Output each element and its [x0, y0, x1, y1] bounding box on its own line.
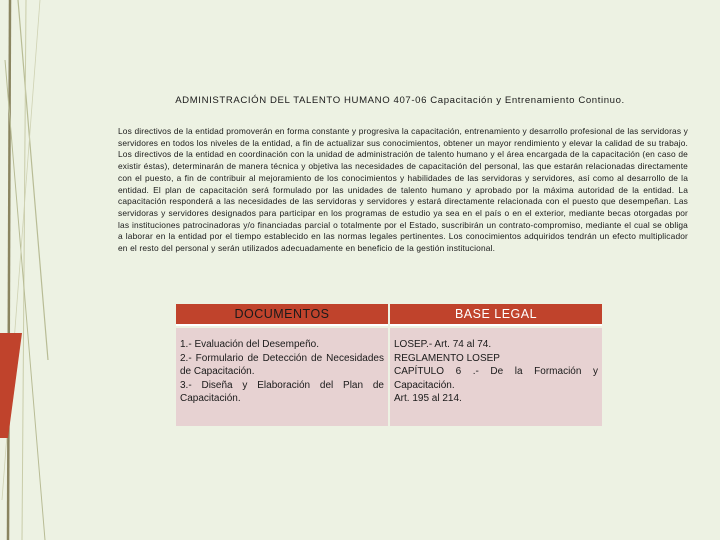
- documento-item: 2.- Formulario de Detección de Necesidades de Capacitación.: [180, 352, 384, 377]
- documents-table: [174, 302, 604, 428]
- body-paragraph: Los directivos de la entidad promoverán en forma constante y progresiva la capacitación, entrenamiento y desarrollo profesional de las servidoras y servidores en todos los niveles de la entidad, a fin de actualizar sus conocimientos, obtener un mayor rendimiento y elevar la calidad de su trabajo. Los directivos de la entidad en coordinación con la unidad de administración de talento humano y el área encargada de la capacitación (en caso de existir éstas), determinarán de manera técnica y objetiva las necesidades de capacitación del personal, las que estarán relacionadas directamente con el puesto, a fin de contribuir al mejoramiento de los conocimientos y habilidades de las servidoras y servidores, así como al desarrollo de la entidad. El plan de capacitación será formulado por las unidades de talento humano y aprobado por la máxima autoridad de la entidad. La capacitación responderá a las necesidades de las servidoras y servidores y estará directamente relacionada con el puesto que desempeñan. Las servidoras y servidores designados para participar en los programas de estudio ya sea en el país o en el exterior, mediante becas otorgadas por las instituciones patrocinadoras y/o financiadas parcial o totalmente por el Estado, suscribirán un contrato-compromiso, mediante el cual se obliga a laborar en la entidad por el tiempo establecido en las normas legales pertinentes. Los conocimientos adquiridos tendrán un efecto multiplicador en el resto del personal y serán utilizados adecuadamente en beneficio de la gestión institucional.: [118, 126, 688, 254]
- base-legal-item: Art. 195 al 214.: [394, 393, 462, 404]
- slide-title: ADMINISTRACIÓN DEL TALENTO HUMANO 407-06 Capacitación y Entrenamiento Continuo.: [175, 95, 625, 106]
- cell-base-legal: [390, 328, 602, 426]
- base-legal-item: REGLAMENTO LOSEP: [394, 352, 500, 364]
- base-legal-item: CAPÍTULO 6 .- De la Formación y Capacitación.: [394, 366, 598, 391]
- documento-item: 3.- Diseña y Elaboración del Plan de Capacitación.: [180, 379, 384, 404]
- base-legal-item: LOSEP.- Art. 74 al 74.: [394, 339, 492, 350]
- table-row: [176, 328, 602, 426]
- decorative-ribbon-lines: [0, 0, 60, 540]
- table-header-row: [176, 304, 602, 326]
- header-documentos: DOCUMENTOS: [176, 304, 388, 326]
- cell-documentos: [176, 328, 388, 426]
- header-base-legal: BASE LEGAL: [390, 304, 602, 326]
- documento-item: 1.- Evaluación del Desempeño.: [180, 339, 319, 350]
